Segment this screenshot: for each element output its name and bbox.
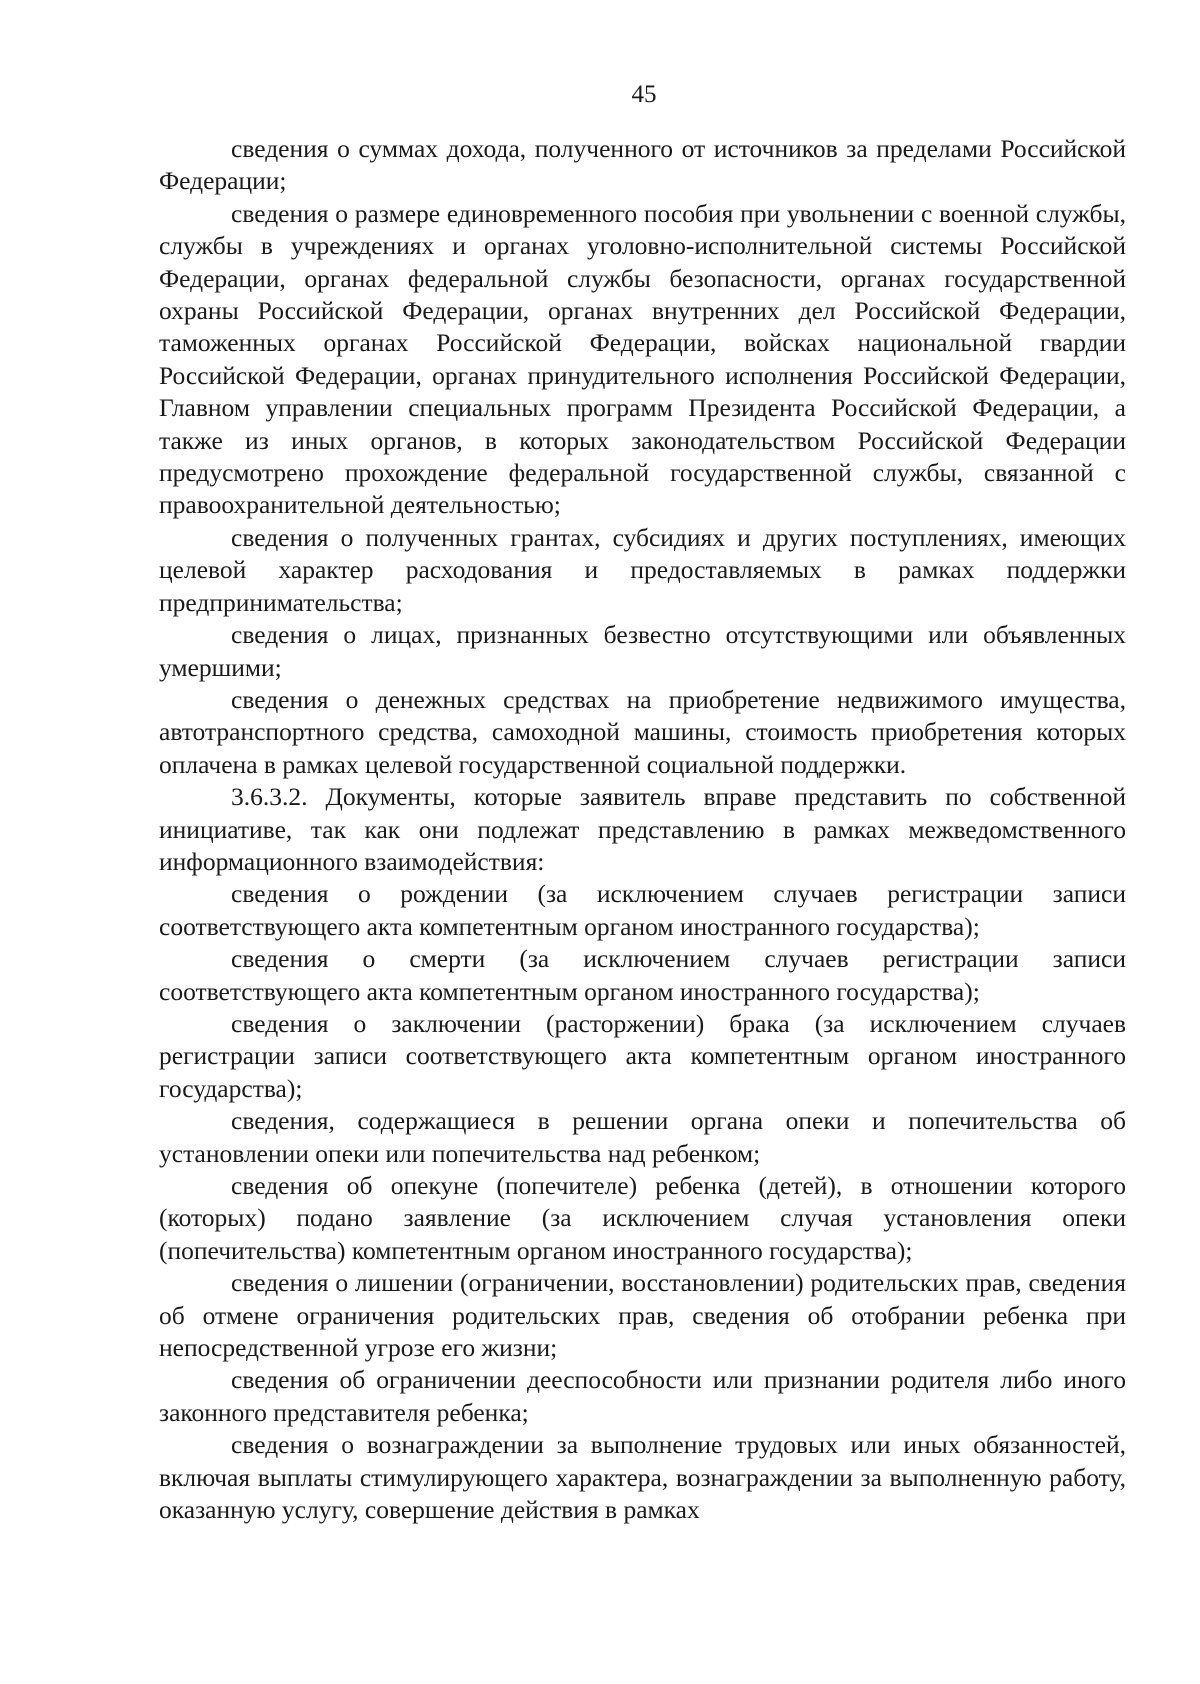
paragraph-marriage-records: сведения о заключении (расторжении) брака (за исключением случаев регистрации записи соответствующего акта компетентным органом иностранного государства); (159, 1008, 1126, 1103)
paragraph-remuneration: сведения о вознаграждении за выполнение трудовых или иных обязанностей, включая выплаты стимулирующего характера, вознаграждении за выполненную работу, оказанную услугу, совершение действия в рамках (159, 1430, 1126, 1525)
paragraph-section-3-6-3-2: 3.6.3.2. Документы, которые заявитель вправе представить по собственной инициативе, так как они подлежат представлению в рамках межведомственного информационного взаимодействия: (159, 782, 1126, 876)
paragraph-missing-persons: сведения о лицах, признанных безвестно отсутствующими или объявленных умершими; (159, 620, 1126, 682)
paragraph-death-records: сведения о смерти (за исключением случаев регистрации записи соответствующего акта компетентным органом иностранного государства); (159, 944, 1126, 1006)
paragraph-legal-capacity: сведения об ограничении дееспособности или признании родителя либо иного законного представителя ребенка; (159, 1365, 1126, 1427)
paragraph-real-estate-funds: сведения о денежных средствах на приобретение недвижимого имущества, автотранспортного средства, самоходной машины, стоимость приобретения которых оплачена в рамках целевой государственной социальной поддержки. (159, 684, 1126, 779)
paragraph-parental-rights: сведения о лишении (ограничении, восстановлении) родительских прав, сведения об отмене ограничения родительских прав, сведения об отобрании ребенка при непосредственной угрозе его жизни; (159, 1268, 1126, 1363)
paragraph-dismissal-allowance: сведения о размере единовременного пособия при увольнении с военной службы, службы в учреждениях и органах уголовно-исполнительной системы Российской Федерации, органах федеральной службы безопасности, органах государственной охраны Российской Федерации, органах внутренних дел Российской Федерации, таможенных органах Российской Федерации, войсках национальной гвардии Российской Федерации, органах принудительного исполнения Российской Федерации, Главном управлении специальных программ Президента Российской Федерации, а также из иных органов, в которых законодательством Российской Федерации предусмотрено прохождение федеральной государственной службы, связанной с правоохранительной деятельностью; (159, 198, 1126, 520)
paragraph-guardian-info: сведения об опекуне (попечителе) ребенка (детей), в отношении которого (которых) подано заявление (за исключением случая установления опеки (попечительства) компетентным органом иностранного государства); (159, 1171, 1126, 1265)
paragraph-income-abroad: сведения о суммах дохода, полученного от источников за пределами Российской Федерации; (159, 134, 1126, 196)
paragraph-grants-subsidies: сведения о полученных грантах, субсидиях и других поступлениях, имеющих целевой характер расходования и предоставляемых в рамках поддержки предпринимательства; (159, 522, 1126, 617)
page-number: 45 (631, 81, 657, 108)
paragraph-birth-records: сведения о рождении (за исключением случаев регистрации записи соответствующего акта компетентным органом иностранного государства); (159, 879, 1126, 941)
paragraph-guardianship-decision: сведения, содержащиеся в решении органа опеки и попечительства об установлении опеки или попечительства над ребенком; (159, 1106, 1126, 1168)
document-body (159, 133, 1126, 1526)
